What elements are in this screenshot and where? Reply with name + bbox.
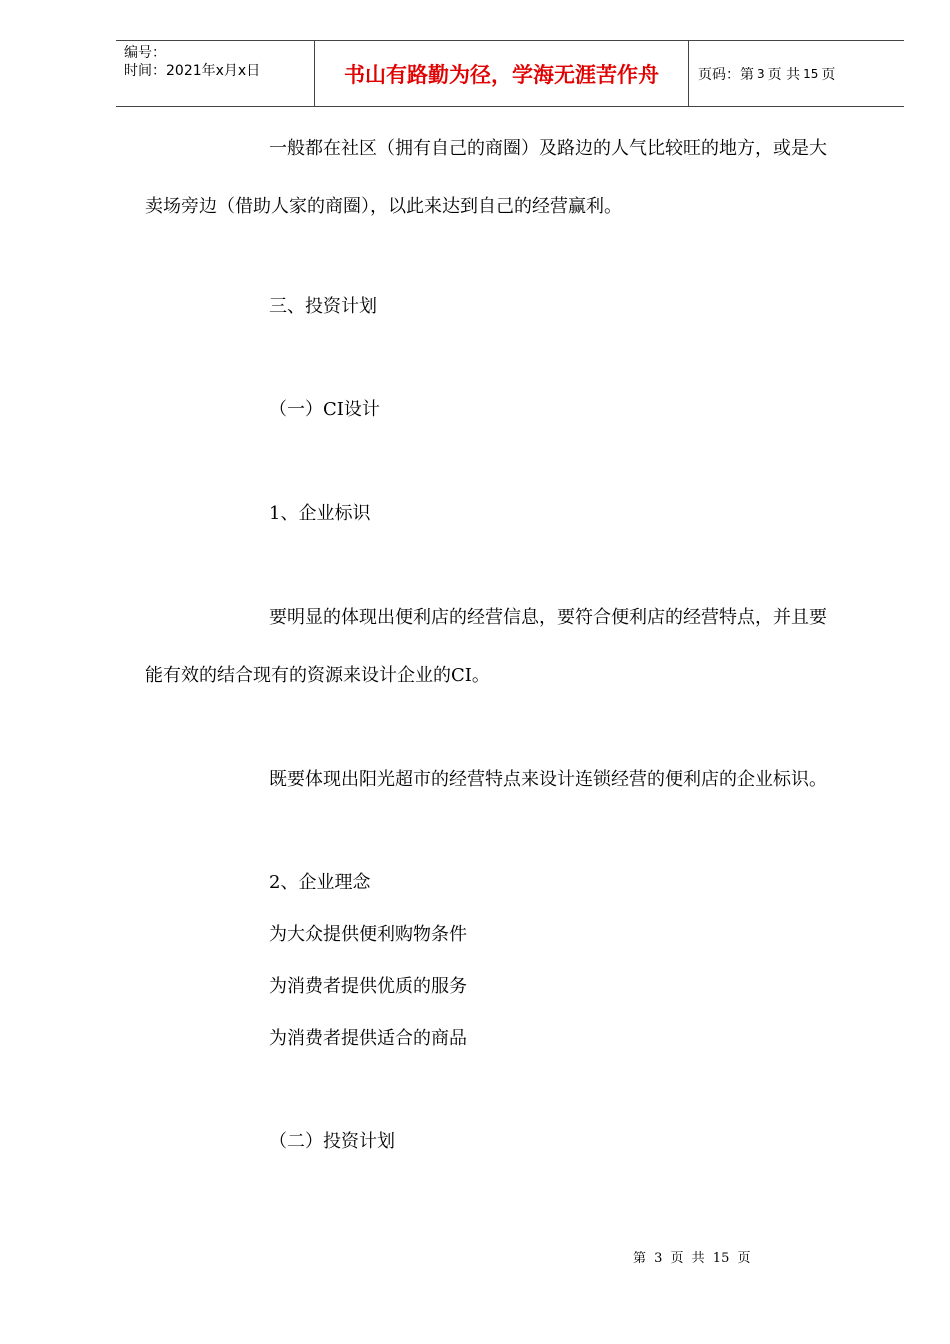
header-meta-cell (116, 41, 315, 106)
page-footer: 第 3 页 共 15 页 (633, 1251, 751, 1266)
paragraph-line: 要明显的体现出便利店的经营信息，要符合便利店的经营特点，并且要 (269, 607, 827, 628)
section-heading: 三、投资计划 (269, 296, 377, 317)
header-page-info (689, 41, 904, 106)
subsection-heading: （一）CI设计 (269, 399, 380, 420)
list-item: 为消费者提供优质的服务 (269, 976, 467, 997)
page-suffix: 页 (821, 66, 836, 83)
page-header (116, 40, 904, 107)
paragraph-line: 能有效的结合现有的资源来设计企业的CI。 (145, 665, 490, 686)
subsection-heading: （二）投资计划 (269, 1131, 395, 1152)
paragraph-line: 既要体现出阳光超市的经营特点来设计连锁经营的便利店的企业标识。 (269, 769, 827, 790)
page-current: 3 (757, 66, 765, 81)
date-line: 时间：2021年x月x日 (124, 63, 261, 79)
list-item: 为大众提供便利购物条件 (269, 924, 467, 945)
paragraph-line: 一般都在社区（拥有自己的商圈）及路边的人气比较旺的地方，或是大 (269, 138, 827, 159)
item-heading: 2、企业理念 (269, 872, 371, 893)
header-motto: 书山有路勤为径，学海无涯苦作舟 (315, 41, 689, 106)
serial-label: 编号： (124, 45, 166, 61)
page-prefix: 页码：第 (698, 66, 754, 83)
paragraph-line: 卖场旁边（借助人家的商圈），以此来达到自己的经营赢利。 (145, 196, 622, 217)
page-total: 15 (803, 66, 819, 81)
item-heading: 1、企业标识 (269, 503, 371, 524)
list-item: 为消费者提供适合的商品 (269, 1028, 467, 1049)
page-mid: 页 共 (767, 66, 801, 83)
